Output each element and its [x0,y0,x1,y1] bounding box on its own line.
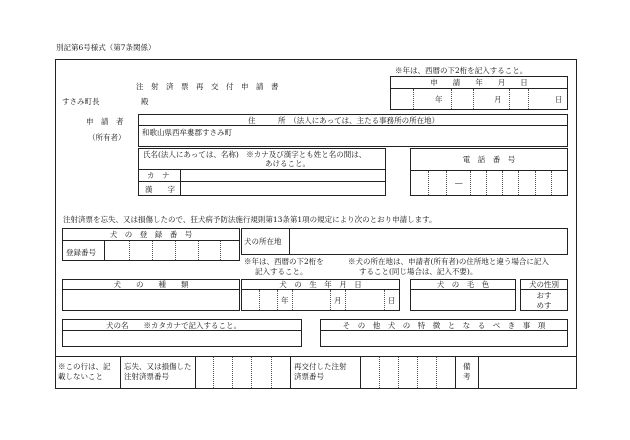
remarks-2: 考 [463,372,471,381]
birth-year-note-1: ※年は、西暦の下2桁を [244,257,324,266]
address-header: 住 所 （法人にあっては、主たる事務所の所在地） [248,116,440,125]
breed-header: 犬 の 種 類 [113,280,189,289]
reissued-tag-2: 済票番号 [294,372,324,381]
kana-label: カ ナ [147,171,170,180]
sex-female: めす [536,301,552,310]
phone-dash: ― [455,178,463,187]
name-header-line2: あけること。 [265,159,310,168]
birth-header: 犬 の 生 年 月 日 [279,280,362,289]
location-note-1: ※犬の所在地は、申請者(所有者)の住所地と違う場合に記入 [348,257,549,266]
footer-note-1: ※この行は、記 [58,362,111,371]
unit-month: 月 [494,95,502,104]
sex-male: おす [536,291,552,300]
lost-tag-1: 忘失、又は損傷した [124,362,192,371]
location-note-2: すること(同じ場合は、記入不要)。 [359,267,478,276]
birth-unit-month: 月 [334,296,342,305]
dog-name-header: 犬の名 ※カタカナで記入すること。 [106,321,241,330]
birth-unit-year: 年 [281,296,289,305]
color-header: 犬 の 毛 色 [436,280,490,289]
features-header: そ の 他 犬 の 特 徴 と な る べ き 事 項 [342,321,546,330]
date-header: 申 請 年 月 日 [430,78,528,87]
applicant-label: 申 請 者 [86,117,124,126]
birth-year-note-2: 記入すること。 [255,267,308,276]
reissued-tag-1: 再交付した注射 [294,362,347,371]
form-label: 別記第6号様式（第7条関係） [56,43,156,52]
statement: 注射済票を忘失、又は損傷したので、狂犬病予防法施行規則第13条第1項の規定により次のとおり申請します。 [63,215,437,224]
form-title: 注 射 済 票 再 交 付 申 請 書 [136,82,279,91]
unit-year: 年 [435,95,443,104]
footer-note-2: 載しないこと [58,372,103,381]
owner-label: （所有者） [88,133,126,142]
date-note: ※年は、西暦の下2桁を記入すること。 [395,66,528,75]
address-value: 和歌山県西牟婁郡すさみ町 [142,128,232,137]
sex-header: 犬の性別 [529,280,559,289]
reg-no-label: 登録番号 [66,248,96,257]
addressee: すさみ町長 [62,97,100,106]
unit-day: 日 [555,95,563,104]
kanji-label: 漢 字 [145,185,175,194]
dog-reg-header: 犬 の 登 録 番 号 [109,230,193,239]
birth-unit-day: 日 [388,296,396,305]
lost-tag-2: 注射済票番号 [124,372,169,381]
honorific: 殿 [141,97,149,106]
dog-location-label: 犬の所在地 [244,237,282,246]
phone-header: 電 話 番 号 [462,155,516,164]
remarks-1: 備 [463,362,471,371]
name-header-line1: 氏名(法人にあっては、名称) ※カナ及び漢字とも姓と名の間は、 [143,150,367,159]
dog-location-table [241,228,568,255]
